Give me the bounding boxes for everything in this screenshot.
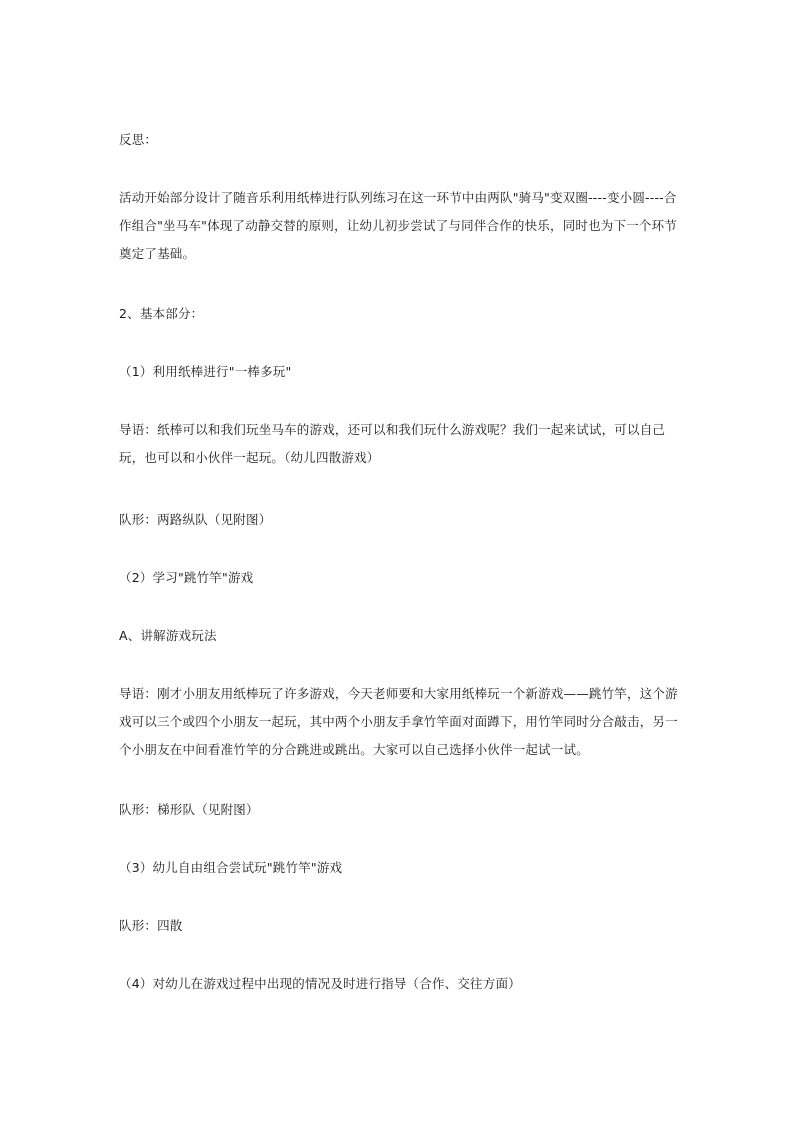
subheading-explain-rules: A、讲解游戏玩法 <box>119 628 217 643</box>
reflection-paragraph: 活动开始部分设计了随音乐利用纸棒进行队列练习在这一环节中由两队"骑马"变双圈----变小圆----合作组合"坐马车"体现了动静交替的原则，让幼儿初步尝试了与同伴合作的快乐，同时也为下一个环节奠定了基础。 <box>119 190 678 261</box>
subheading-guidance: （4）对幼儿在游戏过程中出现的情况及时进行指导（合作、交往方面） <box>119 976 521 991</box>
section-heading-basic-part: 2、基本部分： <box>119 306 204 321</box>
formation-line-2: 队形：梯形队（见附图） <box>119 802 259 817</box>
formation-line-1: 队形：两路纵队（见附图） <box>119 512 272 527</box>
formation-line-3: 队形：四散 <box>119 918 183 933</box>
subheading-one-stick-many-plays: （1）利用纸棒进行"一棒多玩" <box>119 364 292 379</box>
reflection-heading: 反思： <box>119 132 158 147</box>
subheading-bamboo-dance: （2）学习"跳竹竿"游戏 <box>119 570 254 585</box>
subheading-free-grouping: （3）幼儿自由组合尝试玩"跳竹竿"游戏 <box>119 860 343 875</box>
guide-paragraph-2: 导语：刚才小朋友用纸棒玩了许多游戏，今天老师要和大家用纸棒玩一个新游戏——跳竹竿，这个游戏可以三个或四个小朋友一起玩，其中两个小朋友手拿竹竿面对面蹲下，用竹竿同时分合敲击，另一个小朋友在中间看准竹竿的分合跳进或跳出。大家可以自己选择小伙伴一起试一试。 <box>119 686 678 757</box>
guide-paragraph-1: 导语：纸棒可以和我们玩坐马车的游戏，还可以和我们玩什么游戏呢？我们一起来试试，可以自己玩，也可以和小伙伴一起玩。（幼儿四散游戏） <box>119 422 666 465</box>
